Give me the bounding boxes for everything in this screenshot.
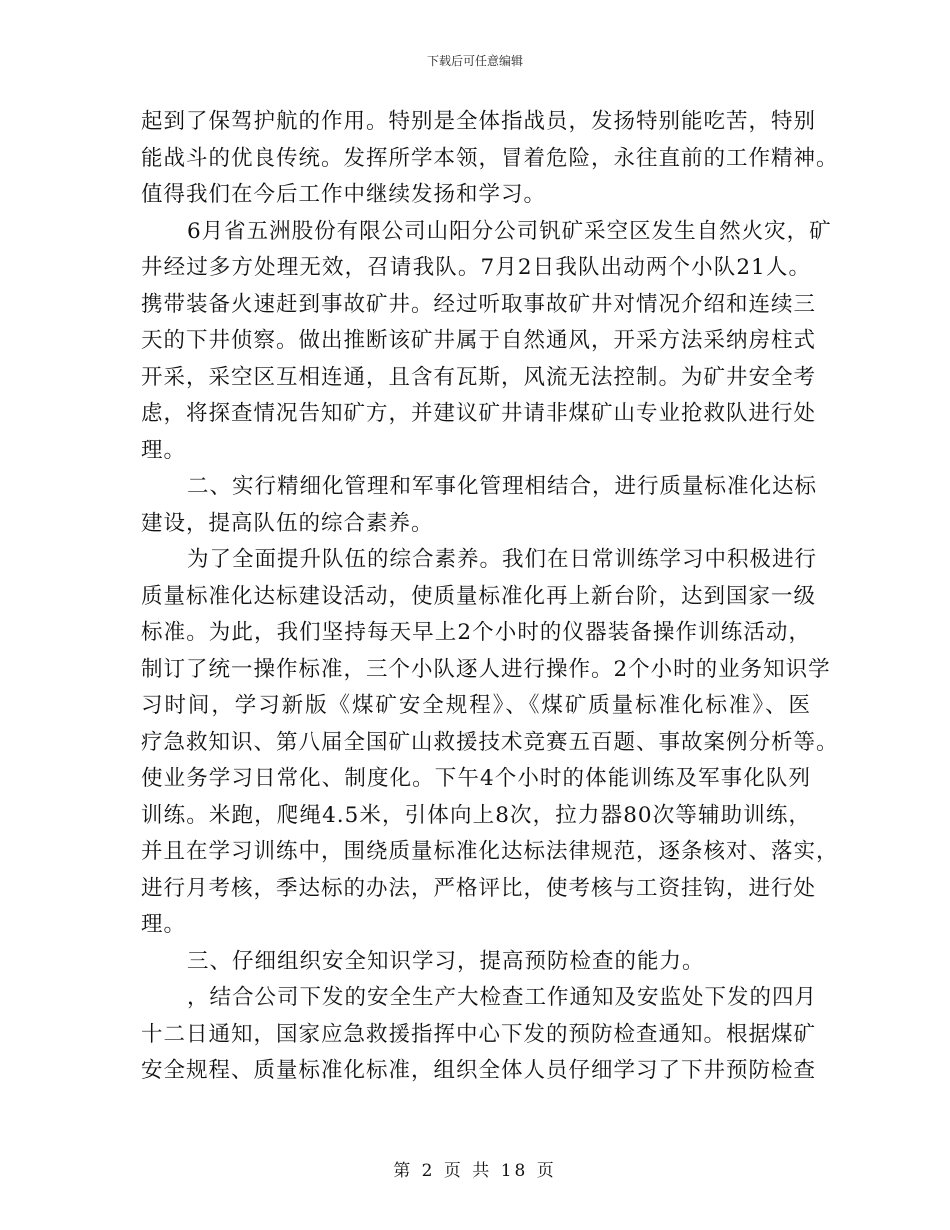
text-line: 并且在学习训练中，围绕质量标准化达标法律规范，逐条核对、落实， bbox=[141, 839, 839, 864]
paragraph-safety-study bbox=[141, 980, 818, 1090]
paragraph-incident-report bbox=[141, 214, 832, 470]
page-footer: 第 2 页 共 18 页 bbox=[393, 1161, 557, 1181]
document-body bbox=[141, 104, 839, 1090]
text-line: 理。 bbox=[141, 437, 187, 463]
paragraph-quality-training bbox=[141, 542, 839, 944]
text-line: 6月省五洲股份有限公司山阳分公司钒矿采空区发生自然火灾，矿 bbox=[187, 218, 832, 244]
text-line: 疗急救知识、第八届全国矿山救援技术竞赛五百题、事故案例分析等。 bbox=[141, 729, 839, 755]
text-line: 理。 bbox=[141, 912, 187, 937]
text-line: 能战斗的优良传统。发挥所学本领，冒着危险，永往直前的工作精神。 bbox=[141, 145, 839, 171]
text-line: 十二日通知，国家应急救援指挥中心下发的预防检查通知。根据煤矿 bbox=[141, 1021, 817, 1047]
text-line: 制订了统一操作标准，三个小队逐人进行操作。2个小时的业务知识学 bbox=[141, 656, 831, 682]
text-line: 使业务学习日常化、制度化。下午4个小时的体能训练及军事化队列 bbox=[141, 766, 811, 791]
text-line: 二、实行精细化管理和军事化管理相结合，进行质量标准化达标 bbox=[187, 474, 818, 499]
text-line: 携带装备火速赶到事故矿井。经过听取事故矿井对情况介绍和连续三 bbox=[141, 291, 817, 317]
text-line: 建设，提高队伍的综合素养。 bbox=[141, 510, 434, 536]
text-line: 值得我们在今后工作中继续发扬和学习。 bbox=[141, 182, 547, 207]
text-line: 标准。为此，我们坚持每天早上2个小时的仪器装备操作训练活动， bbox=[141, 620, 811, 645]
text-line: ，结合公司下发的安全生产大检查工作通知及安监处下发的四月 bbox=[187, 985, 818, 1010]
text-line: 井经过多方处理无效，召请我队。7月2日我队出动两个小队21人。 bbox=[141, 255, 811, 280]
text-line: 质量标准化达标建设活动，使质量标准化再上新台阶，达到国家一级 bbox=[141, 583, 817, 609]
text-line: 开采，采空区互相连通，且含有瓦斯，风流无法控制。为矿井安全考 bbox=[141, 364, 817, 390]
text-line: 训练。米跑，爬绳4.5米，引体向上8次，拉力器80次等辅助训练， bbox=[141, 802, 811, 828]
text-line: 三、仔细组织安全知识学习，提高预防检查的能力。 bbox=[187, 948, 705, 974]
paragraph-continuation bbox=[141, 104, 839, 214]
text-line: 起到了保驾护航的作用。特别是全体指战员，发扬特别能吃苦，特别 bbox=[141, 109, 817, 134]
text-line: 安全规程、质量标准化标准，组织全体人员仔细学习了下井预防检查 bbox=[141, 1058, 817, 1083]
text-line: 天的下井侦察。做出推断该矿井属于自然通风，开采方法采纳房柱式 bbox=[141, 328, 817, 353]
text-line: 进行月考核，季达标的办法，严格评比，使考核与工资挂钩，进行处 bbox=[141, 875, 817, 901]
text-line: 为了全面提升队伍的综合素养。我们在日常训练学习中积极进行 bbox=[187, 547, 818, 572]
section-heading-three bbox=[141, 944, 811, 981]
text-line: 习时间，学习新版《煤矿安全规程》、《煤矿质量标准化标准》、医 bbox=[141, 693, 811, 718]
section-heading-two bbox=[141, 469, 818, 542]
text-line: 虑，将探查情况告知矿方，并建议矿井请非煤矿山专业抢救队进行处 bbox=[141, 401, 817, 426]
page-header: 下载后可任意编辑 bbox=[426, 54, 523, 68]
